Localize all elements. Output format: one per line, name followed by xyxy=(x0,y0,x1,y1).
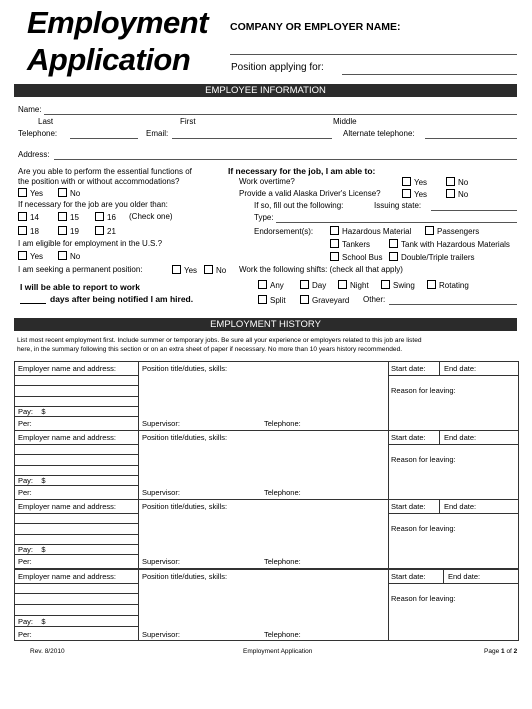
supervisor-telephone-label: Telephone: xyxy=(264,488,301,497)
employer-block-1 xyxy=(14,361,519,431)
shift-other-label: Other: xyxy=(363,295,386,304)
eligible-question: I am eligible for employment in the U.S.? xyxy=(18,239,163,248)
endorsement-school-bus-option[interactable]: School Bus xyxy=(330,252,382,263)
license-type-field[interactable] xyxy=(276,222,517,223)
endorsement-tank-hazmat-option[interactable]: Tank with Hazardous Materials xyxy=(389,239,510,250)
shift-any-option[interactable]: Any xyxy=(258,280,284,291)
eligible-no-option[interactable]: No xyxy=(58,251,80,262)
end-date-label: End date: xyxy=(444,364,477,373)
last-name-caption: Last xyxy=(38,117,54,126)
age-14-option[interactable]: 14 xyxy=(18,212,39,223)
employer-name-label: Employer name and address: xyxy=(18,572,116,581)
report-days-text: days after being notified I am hired. xyxy=(50,294,194,304)
checkbox[interactable] xyxy=(425,226,434,235)
essential-functions-question: Are you able to perform the essential functions of xyxy=(18,167,192,176)
license-no-option[interactable]: No xyxy=(446,189,468,200)
start-date-label: Start date: xyxy=(391,433,426,442)
supervisor-telephone-label: Telephone: xyxy=(264,630,301,639)
permanent-no-option[interactable]: No xyxy=(204,265,226,276)
form-title-line1: Employment xyxy=(27,5,209,40)
page-number: Page 1 of 2 xyxy=(484,648,518,655)
employer-name-label: Employer name and address: xyxy=(18,502,116,511)
checkbox[interactable] xyxy=(172,265,181,274)
checkbox[interactable] xyxy=(330,226,339,235)
essential-no-option[interactable]: No xyxy=(58,188,80,199)
checkbox[interactable] xyxy=(402,177,411,186)
checkbox[interactable] xyxy=(18,188,27,197)
checkbox[interactable] xyxy=(300,295,309,304)
checkbox[interactable] xyxy=(18,212,27,221)
position-duties-label: Position title/duties, skills: xyxy=(142,364,228,373)
address-field[interactable] xyxy=(54,159,517,160)
employment-history-intro-2: here, in the summary following this section or on an extra sheet of paper if necessary. No more than 10 years history recommended. xyxy=(17,346,403,353)
shift-rotating-option[interactable]: Rotating xyxy=(427,280,469,291)
check-one-note: (Check one) xyxy=(129,212,173,221)
name-field[interactable] xyxy=(44,114,517,115)
essential-yes-option[interactable]: Yes xyxy=(18,188,43,199)
pay-label: Pay: $ xyxy=(18,617,46,626)
checkbox[interactable] xyxy=(446,177,455,186)
eligible-yes-option[interactable]: Yes xyxy=(18,251,43,262)
checkbox[interactable] xyxy=(446,189,455,198)
position-duties-label: Position title/duties, skills: xyxy=(142,502,228,511)
age-21-option[interactable]: 21 xyxy=(95,226,116,237)
shift-split-option[interactable]: Split xyxy=(258,295,286,306)
checkbox[interactable] xyxy=(58,188,67,197)
shift-other-field[interactable] xyxy=(389,304,517,305)
start-date-label: Start date: xyxy=(391,364,426,373)
checkbox[interactable] xyxy=(427,280,436,289)
telephone-label: Telephone: xyxy=(18,129,58,138)
checkbox[interactable] xyxy=(58,251,67,260)
name-label: Name: xyxy=(18,105,42,114)
checkbox[interactable] xyxy=(258,295,267,304)
report-days-field[interactable] xyxy=(20,303,46,304)
alternate-telephone-label: Alternate telephone: xyxy=(343,129,415,138)
company-name-field[interactable] xyxy=(230,54,517,55)
essential-functions-question-2: the position with or without accommodations? xyxy=(18,177,180,186)
end-date-label: End date: xyxy=(448,572,481,581)
start-date-label: Start date: xyxy=(391,572,426,581)
per-label: Per: xyxy=(18,557,32,566)
form-title-line2: Application xyxy=(27,42,191,77)
checkbox[interactable] xyxy=(381,280,390,289)
supervisor-label: Supervisor: xyxy=(142,488,180,497)
issuing-state-field[interactable] xyxy=(431,210,517,211)
pay-label: Pay: $ xyxy=(18,407,46,416)
employment-history-intro: List most recent employment first. Include summer or temporary jobs. Be sure all your experience or employers related to this job are listed xyxy=(17,337,422,344)
per-label: Per: xyxy=(18,630,32,639)
reason-leaving-label: Reason for leaving: xyxy=(391,386,456,395)
shift-graveyard-option[interactable]: Graveyard xyxy=(300,295,349,306)
telephone-field[interactable] xyxy=(70,138,138,139)
end-date-label: End date: xyxy=(444,433,477,442)
reason-leaving-label: Reason for leaving: xyxy=(391,455,456,464)
position-duties-label: Position title/duties, skills: xyxy=(142,572,228,581)
middle-name-caption: Middle xyxy=(333,117,357,126)
position-applying-label: Position applying for: xyxy=(231,62,324,73)
email-field[interactable] xyxy=(172,138,332,139)
checkbox[interactable] xyxy=(58,226,67,235)
checkbox[interactable] xyxy=(330,252,339,261)
endorsement-passengers-option[interactable]: Passengers xyxy=(425,226,479,237)
checkbox[interactable] xyxy=(204,265,213,274)
shift-day-option[interactable]: Day xyxy=(300,280,326,291)
employment-history-header: EMPLOYMENT HISTORY xyxy=(14,318,517,331)
license-type-label: Type: xyxy=(254,213,274,222)
endorsements-label: Endorsement(s): xyxy=(254,227,314,236)
shift-night-option[interactable]: Night xyxy=(338,280,369,291)
per-label: Per: xyxy=(18,488,32,497)
checkbox[interactable] xyxy=(389,239,398,248)
permanent-yes-option[interactable]: Yes xyxy=(172,265,197,276)
issuing-state-label: Issuing state: xyxy=(374,201,422,210)
revision-date: Rev. 8/2010 xyxy=(30,648,65,655)
pay-label: Pay: $ xyxy=(18,545,46,554)
pay-label: Pay: $ xyxy=(18,476,46,485)
license-yes-option[interactable]: Yes xyxy=(402,189,427,200)
supervisor-label: Supervisor: xyxy=(142,557,180,566)
overtime-no-option[interactable]: No xyxy=(446,177,468,188)
company-name-label: COMPANY OR EMPLOYER NAME: xyxy=(230,21,401,33)
older-than-question: If necessary for the job are you older than: xyxy=(18,200,168,209)
position-applying-field[interactable] xyxy=(342,74,517,75)
report-to-work-text: I will be able to report to work xyxy=(20,282,140,292)
employer-block-2 xyxy=(14,430,519,500)
end-date-label: End date: xyxy=(444,502,477,511)
endorsement-double-triple-option[interactable]: Double/Triple trailers xyxy=(389,252,475,263)
endorsement-hazmat-option[interactable]: Hazardous Material xyxy=(330,226,411,237)
supervisor-label: Supervisor: xyxy=(142,419,180,428)
age-16-option[interactable]: 16 xyxy=(95,212,116,223)
employer-block-3 xyxy=(14,499,519,569)
position-duties-label: Position title/duties, skills: xyxy=(142,433,228,442)
age-18-option[interactable]: 18 xyxy=(18,226,39,237)
checkbox[interactable] xyxy=(95,212,104,221)
checkbox[interactable] xyxy=(258,280,267,289)
drivers-license-question: Provide a valid Alaska Driver's License? xyxy=(239,189,381,198)
age-19-option[interactable]: 19 xyxy=(58,226,79,237)
checkbox[interactable] xyxy=(338,280,347,289)
supervisor-telephone-label: Telephone: xyxy=(264,557,301,566)
checkbox[interactable] xyxy=(95,226,104,235)
footer-title: Employment Application xyxy=(243,648,313,655)
address-label: Address: xyxy=(18,150,50,159)
email-label: Email: xyxy=(146,129,169,138)
shift-swing-option[interactable]: Swing xyxy=(381,280,415,291)
checkbox[interactable] xyxy=(402,189,411,198)
supervisor-telephone-label: Telephone: xyxy=(264,419,301,428)
overtime-yes-option[interactable]: Yes xyxy=(402,177,427,188)
start-date-label: Start date: xyxy=(391,502,426,511)
permanent-position-question: I am seeking a permanent position: xyxy=(18,265,143,274)
work-overtime-question: Work overtime? xyxy=(239,177,295,186)
employee-info-header: EMPLOYEE INFORMATION xyxy=(14,84,517,97)
checkbox[interactable] xyxy=(300,280,309,289)
checkbox[interactable] xyxy=(18,226,27,235)
if-so-text: If so, fill out the following: xyxy=(254,201,344,210)
employer-name-label: Employer name and address: xyxy=(18,433,116,442)
age-15-option[interactable]: 15 xyxy=(58,212,79,223)
reason-leaving-label: Reason for leaving: xyxy=(391,594,456,603)
checkbox[interactable] xyxy=(330,239,339,248)
if-necessary-heading: If necessary for the job, I am able to: xyxy=(228,166,376,176)
checkbox[interactable] xyxy=(58,212,67,221)
checkbox[interactable] xyxy=(18,251,27,260)
checkbox[interactable] xyxy=(389,252,398,261)
supervisor-label: Supervisor: xyxy=(142,630,180,639)
employer-block-4 xyxy=(14,569,519,641)
alternate-telephone-field[interactable] xyxy=(425,138,517,139)
first-name-caption: First xyxy=(180,117,196,126)
endorsement-tankers-option[interactable]: Tankers xyxy=(330,239,370,250)
employer-name-label: Employer name and address: xyxy=(18,364,116,373)
per-label: Per: xyxy=(18,419,32,428)
reason-leaving-label: Reason for leaving: xyxy=(391,524,456,533)
shifts-question: Work the following shifts: (check all that apply) xyxy=(239,265,403,274)
